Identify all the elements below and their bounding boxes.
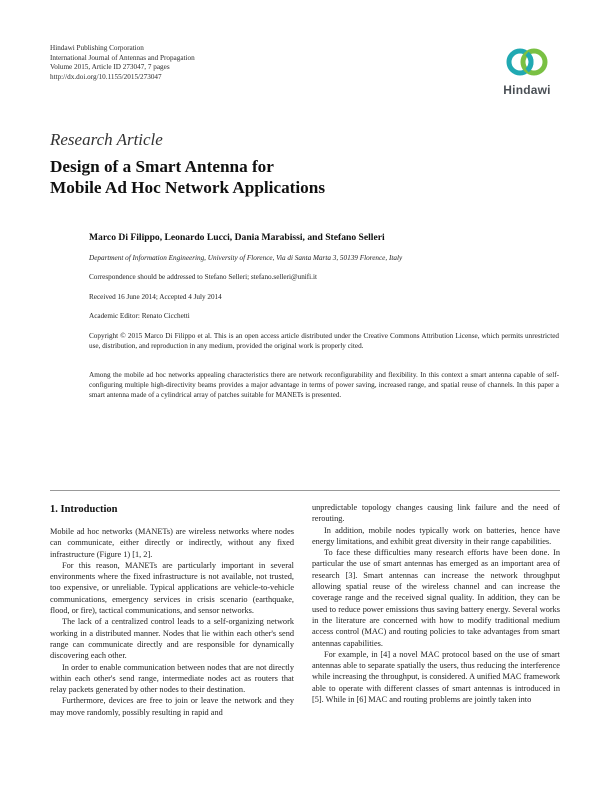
author-list: Marco Di Filippo, Leonardo Lucci, Dania Marabissi, and Stefano Selleri [89,232,385,243]
section-divider [50,490,560,491]
left-column [50,526,294,800]
title-line-1: Design of a Smart Antenna for [50,157,274,176]
section-heading: 1. Introduction [50,504,118,515]
logo-text: Hindawi [503,83,551,97]
affiliation: Department of Information Engineering, University of Florence, Via di Santa Marta 3, 50139 Florence, Italy [89,254,403,262]
title-line-2: Mobile Ad Hoc Network Applications [50,178,326,197]
paragraph: In order to enable communication between nodes that are not directly within each other's send range, intermediate nodes act as routers that relay packets generated by other nodes to their destination. [50,662,294,695]
paragraph: Mobile ad hoc networks (MANETs) are wireless networks where nodes can communicate, either directly or indirectly, without any fixed infrastructure (Figure 1) [1, 2]. [50,527,294,559]
doi-link[interactable]: http://dx.doi.org/10.1155/2015/273047 [50,72,162,81]
hindawi-logo-icon [504,40,550,84]
paragraph: To face these difficulties many research efforts have been done. In particular the use of smart antennas has emerged as an important area of research [3]. Smart antennas can increase the network throughput allowing spatial reuse of the wireless channel and can increase the coverage range and the received signal quality. In addition, they can be used to reduce power emissions thus saving battery energy. Several works in the literature are concerned with how to modify traditional medium access control (MAC) and routing policies to take advantages from smart antennas capabilities. [312,548,560,648]
paragraph: For this reason, MANETs are particularly important in several environments where the fixed infrastructure is not available, not trusted, too expensive, or unreliable. Typical applications are vehicle-to-vehicle communications, emergency services in crisis scenario (earthquake, flood, or fire), tactical communications, and sensor networks. [50,560,294,616]
right-column [312,502,560,800]
journal-name: International Journal of Antennas and Propagation [50,53,195,62]
hindawi-logo [496,40,558,106]
paragraph: unpredictable topology changes causing link failure and the need of rerouting. [312,503,560,524]
article-title [50,156,530,198]
abstract: Among the mobile ad hoc networks appealing characteristics there are network reconfigurability and flexibility. In this context a smart antenna capable of self-configuring multiple high-directivity beams provides a major advantage in terms of power saving, increased range, and spatial reuse of channels. In this paper a smart antenna made of a cylindrical array of patches suitable for MANETs is presented. [89,371,559,400]
academic-editor: Academic Editor: Renato Cicchetti [89,312,190,320]
paragraph: In addition, mobile nodes typically work on batteries, hence have energy limitations, and exhibit great diversity in their range capabilities. [312,525,560,546]
journal-header [50,44,390,82]
paragraph: Furthermore, devices are free to join or leave the network and they may move randomly, possibly resulting in rapid and [50,696,294,717]
received-dates: Received 16 June 2014; Accepted 4 July 2014 [89,293,222,301]
paragraph: The lack of a centralized control leads to a self-organizing network working in a distributed manner. Nodes that lie within each other's send range can communicate directly and are responsible for dynamically discovering each other. [50,617,294,661]
paragraph: For example, in [4] a novel MAC protocol based on the use of smart antennas able to separate spatially the users, thus reducing the interference while increasing the throughput, is considered. A unified MAC framework able to operate with different classes of smart antennas is introduced in [5]. While in [6] MAC and routing problems are jointly taken into [312,649,560,705]
correspondence: Correspondence should be addressed to Stefano Selleri; stefano.selleri@unifi.it [89,273,317,281]
copyright-notice: Copyright © 2015 Marco Di Filippo et al. This is an open access article distributed under the Creative Commons Attribution License, which permits unrestricted use, distribution, and reproduction in any medium, provided the original work is properly cited. [89,332,559,351]
publisher-name: Hindawi Publishing Corporation [50,44,144,52]
article-type: Research Article [50,130,163,149]
volume-info: Volume 2015, Article ID 273047, 7 pages [50,63,170,72]
